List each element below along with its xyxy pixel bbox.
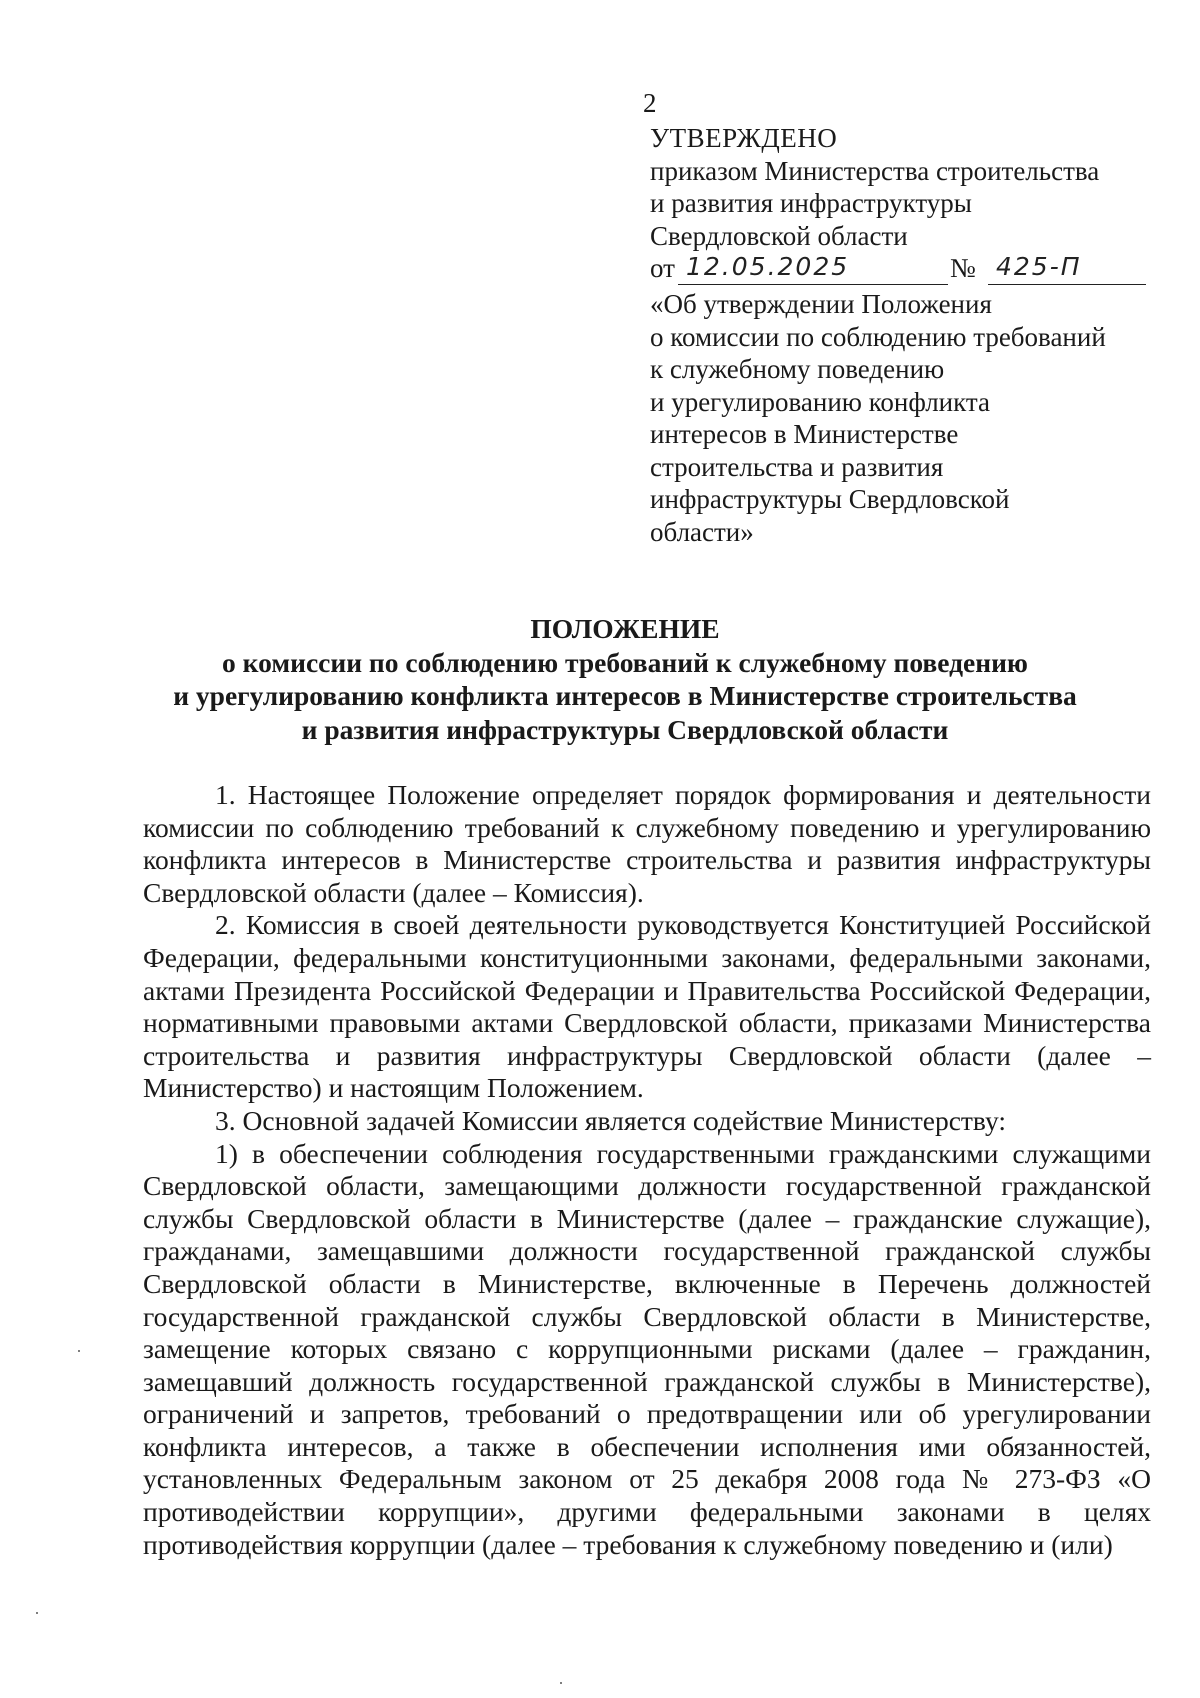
approval-stamp-block xyxy=(650,122,1170,548)
title-line: и урегулированию конфликта интересов в Министерстве строительства xyxy=(173,680,1077,711)
paragraph: 1) в обеспечении соблюдения государственными гражданскими служащими Свердловской области, замещающими должности государственной гражданской службы Свердловской области в Министерстве (далее – гражданские служащие), гражданами, замещавшими должности государственной гражданской службы Свердловской области в Министерстве, включенные в Перечень должностей государственной гражданской службы Свердловской области в Министерстве, замещение которых связано с коррупционными рисками (далее – гражданин, замещавший должность государственной гражданской службы в Министерстве), ограничений и запретов, требований о предотвращении или об урегулировании конфликта интересов, а также в обеспечении исполнения ими обязанностей, установленных Федеральным законом от 25 декабря 2008 года № 273-ФЗ «О противодействии коррупции», другими федеральными законами в целях противодействия коррупции (далее – требования к служебному поведению и (или) xyxy=(143,1137,1151,1560)
document-title xyxy=(130,612,1120,746)
approval-subject-line: области» xyxy=(650,516,754,547)
approval-subject-line: «Об утверждении Положения xyxy=(650,289,992,319)
title-heading: ПОЛОЖЕНИЕ xyxy=(530,613,720,644)
approval-line: приказом Министерства строительства xyxy=(650,155,1100,186)
paragraph: 3. Основной задачей Комиссии является содействие Министерству: xyxy=(215,1104,1007,1136)
approval-line: и развития инфраструктуры xyxy=(650,188,972,218)
approval-subject-line: строительства и развития xyxy=(650,451,944,482)
handwritten-date: 12.05.2025 xyxy=(678,252,948,285)
approval-subject-line: к служебному поведению xyxy=(650,354,945,384)
title-line: о комиссии по соблюдению требований к служебному поведению xyxy=(222,646,1028,678)
approval-line: Свердловской области xyxy=(650,220,908,251)
date-prefix: от xyxy=(650,253,675,283)
number-sign: № xyxy=(950,253,976,283)
paragraph: 2. Комиссия в своей деятельности руководствуется Конституцией Российской Федерации, федеральными конституционными законами, федеральными законами, актами Президента Российской Федерации и Правительства Российской Федерации, нормативными правовыми актами Свердловской области, приказами Министерства строительства и развития инфраструктуры Свердловской области (далее – Министерство) и настоящим Положением. xyxy=(143,909,1151,1104)
document-body xyxy=(143,779,1151,1561)
scan-speck xyxy=(78,1350,80,1352)
order-date-number-line xyxy=(650,252,1170,288)
approval-subject-line: о комиссии по соблюдению требований xyxy=(650,321,1106,352)
title-line: и развития инфраструктуры Свердловской области xyxy=(301,713,949,745)
approved-label: УТВЕРЖДЕНО xyxy=(650,123,838,153)
approval-subject-line: инфраструктуры Свердловской xyxy=(650,484,1010,514)
page-number: 2 xyxy=(643,88,657,118)
approval-subject-line: и урегулированию конфликта xyxy=(650,386,991,417)
paragraph: 1. Настоящее Положение определяет порядок формирования и деятельности комиссии по соблюдению требований к служебному поведению и урегулированию конфликта интересов в Министерстве строительства и развития инфраструктуры Свердловской области (далее – Комиссия). xyxy=(143,779,1151,908)
approval-subject-line: интересов в Министерстве xyxy=(650,419,959,449)
scan-speck xyxy=(560,1682,562,1684)
handwritten-order-number: 425-П xyxy=(988,252,1146,285)
scan-speck xyxy=(36,1612,38,1614)
